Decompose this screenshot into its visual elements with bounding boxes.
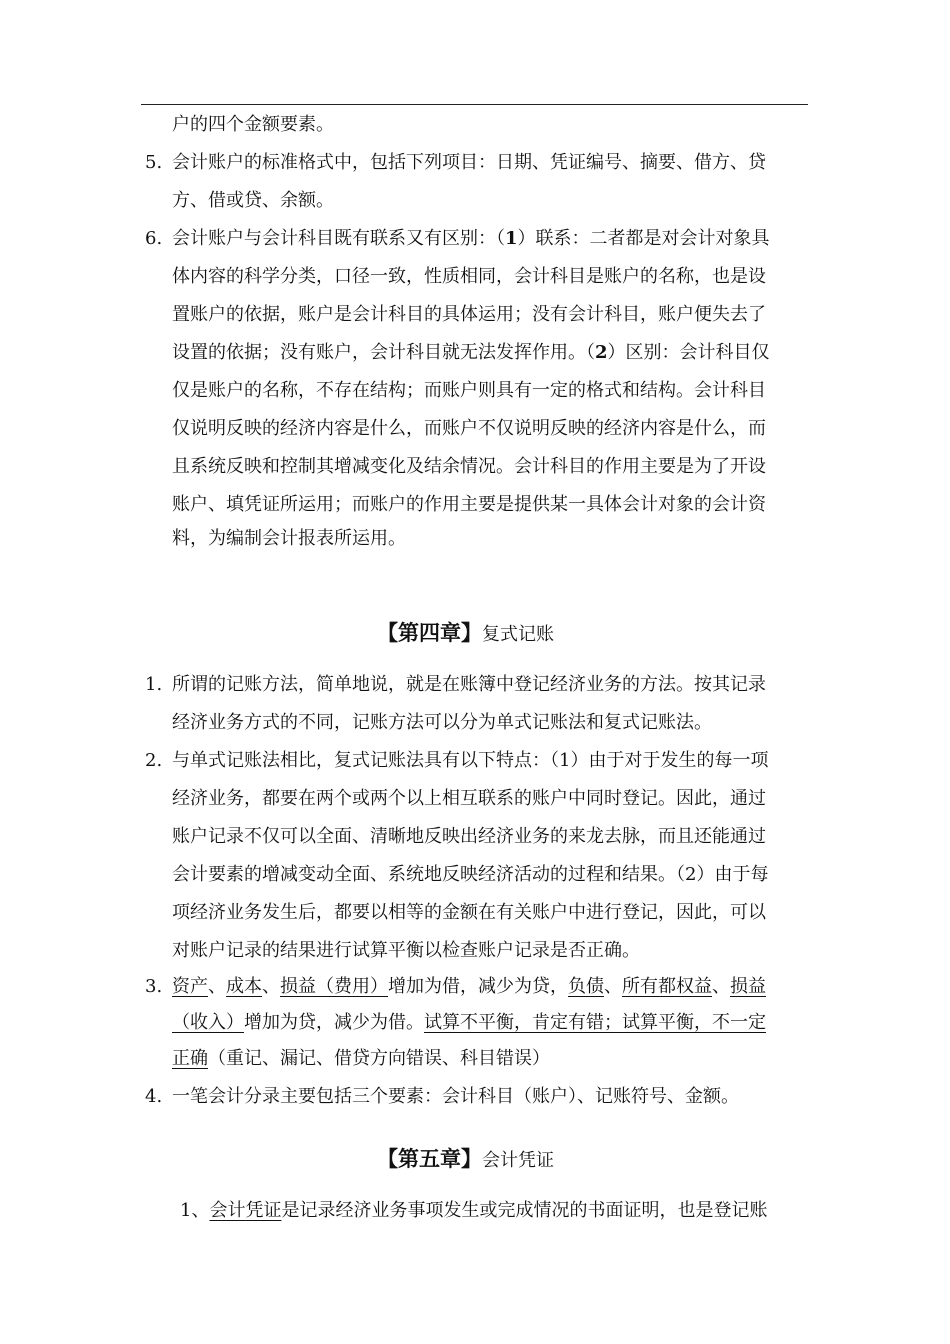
chapter-heading: 【第四章】复式记账 bbox=[377, 620, 554, 645]
list-item-text: 与单式记账法相比，复式记账法具有以下特点：（1）由于对于发生的每一项 bbox=[172, 750, 769, 771]
list-item-text: 经济业务方式的不同，记账方法可以分为单式记账法和复式记账法。 bbox=[172, 712, 712, 733]
list-item-text: 资产、成本、损益（费用）增加为借，减少为贷，负债、所有都权益、损益 bbox=[172, 976, 766, 997]
list-item-text: 会计账户与会计科目既有联系又有区别：（1）联系：二者都是对会计对象具 bbox=[172, 228, 770, 249]
list-item-text: 置账户的依据，账户是会计科目的具体运用；没有会计科目，账户便失去了 bbox=[172, 304, 766, 325]
header-rule bbox=[141, 104, 808, 105]
list-item-text: 且系统反映和控制其增减变化及结余情况。会计科目的作用主要是为了开设 bbox=[172, 456, 766, 477]
list-number: 1. bbox=[145, 674, 163, 695]
list-item-text: 仅是账户的名称，不存在结构；而账户则具有一定的格式和结构。会计科目 bbox=[172, 380, 766, 401]
list-item-text: 会计账户的标准格式中，包括下列项目：日期、凭证编号、摘要、借方、贷 bbox=[172, 152, 766, 173]
list-item-text: 对账户记录的结果进行试算平衡以检查账户记录是否正确。 bbox=[172, 940, 640, 961]
list-number: 4. bbox=[145, 1086, 163, 1107]
list-number: 3. bbox=[145, 976, 163, 997]
list-item-text: 1、会计凭证是记录经济业务事项发生或完成情况的书面证明，也是登记账 bbox=[180, 1200, 768, 1221]
list-item-text: （收入）增加为贷，减少为借。试算不平衡，肯定有错；试算平衡，不一定 bbox=[172, 1012, 766, 1033]
list-number: 5. bbox=[145, 152, 163, 173]
list-number: 6. bbox=[145, 228, 163, 249]
list-item-text: 经济业务，都要在两个或两个以上相互联系的账户中同时登记。因此，通过 bbox=[172, 788, 766, 809]
list-item-text: 项经济业务发生后，都要以相等的金额在有关账户中进行登记，因此，可以 bbox=[172, 902, 766, 923]
list-item-text: 所谓的记账方法，简单地说，就是在账簿中登记经济业务的方法。按其记录 bbox=[172, 674, 766, 695]
list-item-text: 设置的依据；没有账户，会计科目就无法发挥作用。（2）区别：会计科目仅 bbox=[172, 342, 770, 363]
list-item-text: 账户记录不仅可以全面、清晰地反映出经济业务的来龙去脉，而且还能通过 bbox=[172, 826, 766, 847]
continued-text: 户的四个金额要素。 bbox=[172, 114, 334, 135]
list-item-text: 一笔会计分录主要包括三个要素：会计科目（账户）、记账符号、金额。 bbox=[172, 1086, 739, 1107]
list-item-text: 正确（重记、漏记、借贷方向错误、科目错误） bbox=[172, 1048, 550, 1069]
list-number: 2. bbox=[145, 750, 163, 771]
list-item-text: 会计要素的增减变动全面、系统地反映经济活动的过程和结果。（2）由于每 bbox=[172, 864, 769, 885]
list-item-text: 料，为编制会计报表所运用。 bbox=[172, 528, 406, 549]
list-item-text: 体内容的科学分类，口径一致，性质相同，会计科目是账户的名称，也是设 bbox=[172, 266, 766, 287]
chapter-heading: 【第五章】会计凭证 bbox=[377, 1146, 554, 1171]
list-item-text: 方、借或贷、余额。 bbox=[172, 190, 334, 211]
list-item-text: 账户、填凭证所运用；而账户的作用主要是提供某一具体会计对象的会计资 bbox=[172, 494, 766, 515]
list-item-text: 仅说明反映的经济内容是什么，而账户不仅说明反映的经济内容是什么，而 bbox=[172, 418, 766, 439]
